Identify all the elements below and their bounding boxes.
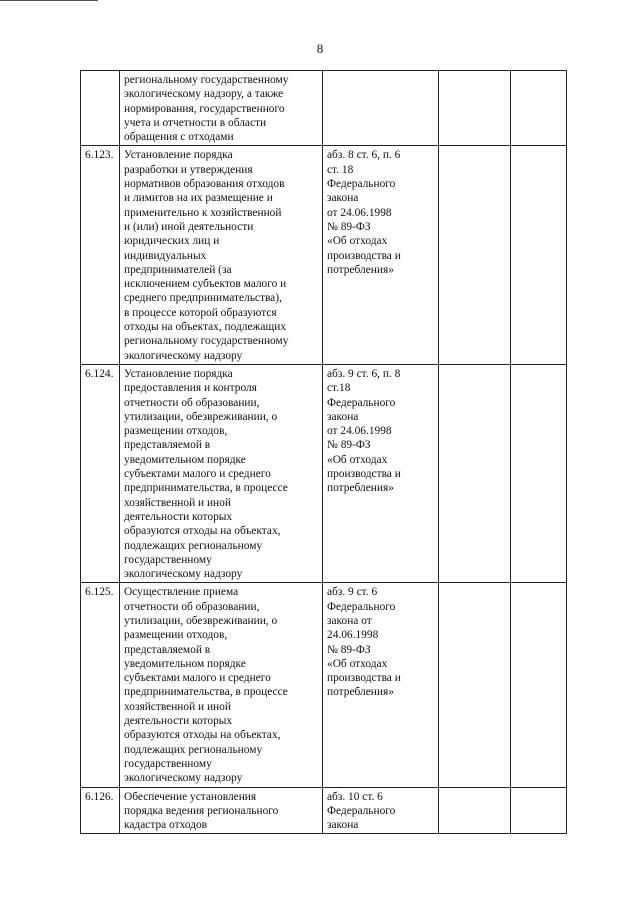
description-line: региональному государственному (124, 335, 289, 348)
legal-basis (323, 583, 439, 787)
legal-basis-line: от 24.06.1998 (327, 206, 392, 219)
legal-basis-line: Федерального (327, 396, 396, 409)
authority-description (120, 146, 323, 364)
description-line: предпринимательства, в процессе (124, 482, 288, 495)
item-number: 6.124. (81, 364, 120, 582)
description-line: уведомительном порядке (124, 453, 246, 466)
description-line: порядка ведения регионального (124, 804, 279, 817)
legal-basis (323, 71, 439, 146)
legal-basis-line: потребления» (327, 686, 394, 699)
description-line: подлежащих региональному (124, 743, 263, 756)
legal-basis-line: абз. 8 ст. 6, п. 6 (327, 149, 401, 162)
description-line: деятельности которых (124, 715, 233, 728)
description-line: нормативов образования отходов (124, 178, 285, 191)
description-line: предпринимателей (за (124, 263, 232, 276)
description-line: государственному (124, 553, 212, 566)
description-line: экологическому надзору (124, 568, 243, 581)
empty-cell (439, 364, 511, 582)
table-row (81, 787, 567, 834)
item-number: 6.126. (81, 787, 120, 834)
description-line: применительно к хозяйственной (124, 206, 282, 219)
table-body (81, 71, 567, 834)
corner-rule (0, 0, 98, 1)
legal-basis-line: Федерального (327, 178, 396, 191)
empty-cell (511, 583, 567, 787)
legal-basis-line: производства и (327, 249, 401, 262)
description-line: исключением субъектов малого и (124, 278, 287, 291)
table-row (81, 364, 567, 582)
item-number: 6.123. (81, 146, 120, 364)
description-line: утилизации, обезвреживании, о (124, 614, 278, 627)
description-line: нормирования, государственного (124, 102, 285, 115)
legal-basis-line: № 89-ФЗ (327, 643, 371, 656)
table-row (81, 146, 567, 364)
description-line: отчетности об образовании, (124, 396, 260, 409)
description-line: кадастра отходов (124, 819, 208, 832)
description-line: уведомительном порядке (124, 657, 246, 670)
description-line: отчетности об образовании, (124, 600, 260, 613)
description-line: и (или) иной деятельности (124, 220, 254, 233)
legal-basis-line: закона (327, 819, 359, 832)
authority-description (120, 71, 323, 146)
description-line: образуются отходы на объектах, (124, 525, 281, 538)
legal-basis-line: ст. 18 (327, 163, 354, 176)
description-line: представляемой в (124, 439, 211, 452)
empty-cell (439, 787, 511, 834)
legal-basis-line: закона (327, 410, 359, 423)
item-number: 6.125. (81, 583, 120, 787)
legal-basis-line: «Об отходах (327, 657, 388, 670)
description-line: государственному (124, 757, 212, 770)
legal-basis-line: закона (327, 192, 359, 205)
legal-basis-line: абз. 9 ст. 6 (327, 586, 378, 599)
description-line: предоставления и контроля (124, 382, 257, 395)
legal-basis-line: абз. 10 ст. 6 (327, 790, 383, 803)
description-line: Установление порядка (124, 367, 233, 380)
authority-table (80, 70, 567, 834)
legal-basis-line: № 89-ФЗ (327, 439, 371, 452)
description-line: региональному государственному (124, 74, 289, 86)
description-line: представляемой в (124, 643, 211, 656)
authority-description (120, 787, 323, 834)
description-line: в процессе которой образуются (124, 306, 277, 319)
legal-basis-line: ст.18 (327, 382, 351, 395)
description-line: хозяйственной и иной (124, 496, 231, 509)
description-line: Установление порядка (124, 149, 233, 162)
legal-basis-line: потребления» (327, 263, 394, 276)
description-line: индивидуальных (124, 249, 207, 262)
legal-basis-line: «Об отходах (327, 235, 388, 248)
description-line: образуются отходы на объектах, (124, 729, 281, 742)
description-line: деятельности которых (124, 510, 233, 523)
description-line: учета и отчетности в области (124, 116, 267, 129)
legal-basis-line: 24.06.1998 (327, 629, 379, 642)
legal-basis-line: «Об отходах (327, 453, 388, 466)
legal-basis-line: Федерального (327, 600, 396, 613)
description-line: размещении отходов, (124, 425, 228, 438)
description-line: хозяйственной и иной (124, 700, 231, 713)
legal-basis (323, 787, 439, 834)
description-line: разработки и утверждения (124, 163, 253, 176)
description-line: утилизации, обезвреживании, о (124, 410, 278, 423)
description-line: отходы на объектах, подлежащих (124, 321, 287, 334)
description-line: экологическому надзору (124, 349, 243, 362)
legal-basis-line: Федерального (327, 804, 396, 817)
table-row (81, 71, 567, 146)
legal-basis-line: от 24.06.1998 (327, 425, 392, 438)
page-number: 8 (316, 41, 324, 56)
empty-cell (511, 364, 567, 582)
legal-basis (323, 146, 439, 364)
empty-cell (511, 787, 567, 834)
description-line: среднего предпринимательства), (124, 292, 282, 305)
empty-cell (511, 146, 567, 364)
authority-description (120, 364, 323, 582)
empty-cell (439, 71, 511, 146)
authority-description (120, 583, 323, 787)
item-number (81, 71, 120, 146)
description-line: обращения с отходами (124, 131, 234, 144)
table-row (81, 583, 567, 787)
description-line: предпринимательства, в процессе (124, 686, 288, 699)
legal-basis-line: производства и (327, 468, 401, 481)
legal-basis-line: закона от (327, 614, 372, 627)
legal-basis (323, 364, 439, 582)
description-line: экологическому надзору (124, 772, 243, 785)
legal-basis-line: абз. 9 ст. 6, п. 8 (327, 367, 401, 380)
description-line: подлежащих региональному (124, 539, 263, 552)
description-line: и лимитов на их размещение и (124, 192, 273, 205)
legal-basis-line: № 89-ФЗ (327, 220, 371, 233)
description-line: экологическому надзору, а также (124, 88, 284, 101)
empty-cell (439, 146, 511, 364)
description-line: субъектами малого и среднего (124, 468, 271, 481)
description-line: Осуществление приема (124, 586, 239, 599)
empty-cell (439, 583, 511, 787)
description-line: Обеспечение установления (124, 790, 257, 803)
legal-basis-line: потребления» (327, 482, 394, 495)
legal-basis-line: производства и (327, 672, 401, 685)
description-line: юридических лиц и (124, 235, 220, 248)
description-line: субъектами малого и среднего (124, 672, 271, 685)
description-line: размещении отходов, (124, 629, 228, 642)
empty-cell (511, 71, 567, 146)
